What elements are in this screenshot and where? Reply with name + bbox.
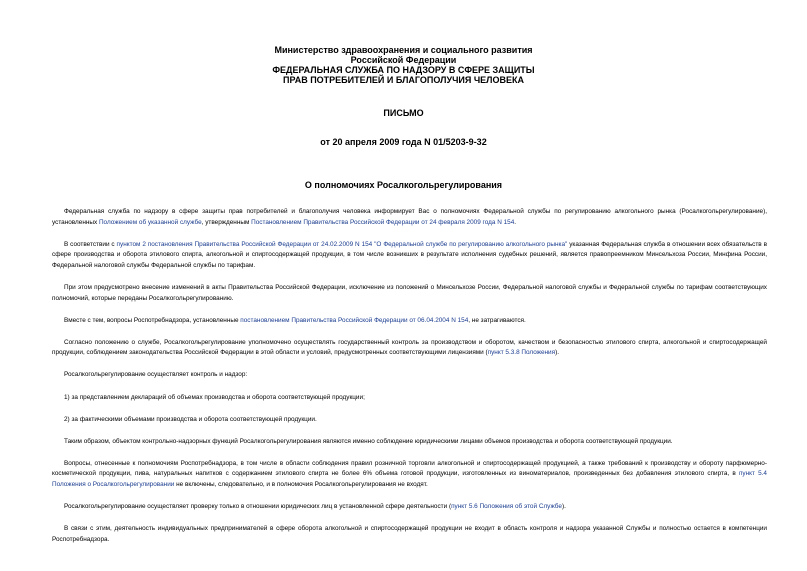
paragraph-12: В связи с этим, деятельность индивидуальных предпринимателей в сфере оборота алкогольной и спиртосодержащей продукции не входит в область контроля и надзора указанной Службы и полностью остается в компетенции Роспотребнадзора. <box>52 525 767 543</box>
link-item-5-4[interactable]: пункт 5.4 Положения о Росалкогольрегулировании <box>52 470 767 488</box>
paragraph-4 <box>52 316 767 327</box>
document-type: ПИСЬМО <box>383 108 424 118</box>
paragraph-text: указанная Федеральная служба в отношении всех обязательств в сфере производства и оборота этилового спирта, алкогольной и спиртосодержащей продукции, в том числе возникших в результате исполнения судебных решений, является правопреемником Минсельхоза России, Минфина России, Федеральной налоговой службы Федеральной службы по тарифам. <box>52 240 767 269</box>
header-service: ФЕДЕРАЛЬНАЯ СЛУЖБА ПО НАДЗОРУ В СФЕРЕ ЗАЩИТЫ <box>272 65 535 75</box>
paragraph-text: Согласно положению о службе, Росалкогольрегулирование уполномочено осуществлять государственный контроль за производством и оборотом, качеством и безопасностью этилового спирта, алкогольной и спиртосодержащей продукции, соблюдением законодательства Российской Федерации в этой области и условий, предусмотренных соответствующими лицензиями ( <box>52 338 767 357</box>
paragraph-text: ). <box>555 349 559 357</box>
paragraph-10 <box>52 459 767 491</box>
document-header <box>0 45 807 85</box>
link-resolution-154[interactable]: Постановлением Правительства Российской Федерации от 24 февраля 2009 года N 154 <box>251 218 515 226</box>
header-ministry: Министерство здравоохранения и социального развития <box>274 45 533 55</box>
header-service-cont: ПРАВ ПОТРЕБИТЕЛЕЙ И БЛАГОПОЛУЧИЯ ЧЕЛОВЕКА <box>283 75 524 85</box>
paragraph-11 <box>52 502 767 513</box>
link-resolution-2004[interactable]: постановлением Правительства Российской Федерации от 06.04.2004 N 154 <box>240 316 469 324</box>
paragraph-7: 1) за представлением деклараций об объемах производства и оборота соответствующей продукции; <box>64 393 365 401</box>
document-subject: О полномочиях Росалкогольрегулирования <box>304 180 503 190</box>
paragraph-text: . <box>514 218 517 226</box>
paragraph-9: Таким образом, объектом контрольно-надзорных функций Росалкогольрегулирования являются именно соблюдение юридическими лицами объемов производства и оборота соответствующей продукции. <box>64 437 673 445</box>
paragraph-text: Вместе с тем, вопросы Роспотребнадзора, установленные <box>64 316 241 324</box>
paragraph-text: , не затрагиваются. <box>468 316 526 324</box>
paragraph-text: , утвержденным <box>201 218 252 226</box>
document-date: от 20 апреля 2009 года N 01/5203-9-32 <box>320 137 487 147</box>
paragraph-6: Росалкогольрегулирование осуществляет контроль и надзор: <box>64 371 248 379</box>
paragraph-text: Федеральная служба по надзору в сфере защиты прав потребителей и благополучия человека информирует Вас о полномочиях Федеральной службы по регулированию алкогольного рынка (Росалкогольрегулирование), установленных <box>52 208 767 226</box>
document-body <box>52 207 767 557</box>
paragraph-8: 2) за фактическими объемами производства и оборота соответствующей продукции. <box>64 415 317 423</box>
paragraph-1 <box>52 207 767 228</box>
paragraph-3: При этом предусмотрено внесение изменений в акты Правительства Российской Федерации, исключение из положений о Минсельхозе России, Федеральной налоговой службы и Федеральной службы по тарифам соответствующих полномочий, которые переданы Росалкогольрегулированию. <box>52 283 767 302</box>
paragraph-2 <box>52 240 767 272</box>
paragraph-5 <box>52 338 767 359</box>
paragraph-text: В соответствии с <box>64 240 117 248</box>
paragraph-text: Росалкогольрегулирование осуществляет проверку только в отношении юридических лиц в установленной сфере деятельности ( <box>64 503 452 511</box>
link-item-5-3-8[interactable]: пункт 5.3.8 Положения <box>487 349 556 357</box>
link-resolution-154-item-2[interactable]: пунктом 2 постановления Правительства Российской Федерации от 24.02.2009 N 154 "О Федеральной службе по регулированию алкогольного рынка" <box>116 240 568 248</box>
link-item-5-6[interactable]: пункт 5.6 Положения об этой Службе <box>451 503 562 511</box>
paragraph-text: не включены, следовательно, и в полномочия Росалкогольрегулирования не входят. <box>174 481 428 488</box>
header-country: Российской Федерации <box>350 55 457 65</box>
link-regulation-about-service[interactable]: Положением об указанной службе <box>98 218 202 226</box>
paragraph-text: ). <box>561 503 566 511</box>
paragraph-text: Вопросы, отнесенные к полномочиям Роспотребнадзора, в том числе в области соблюдения правил розничной торговли алкогольной и спиртосодержащей продукцией, а также требований к производству и обороту парфюмерно-косметической продукции, пива, натуральных напитков с содержанием этилового спирта не более 6% объема готовой продукции, изготовленных из виноматериалов, произведенных без добавления этилового спирта, в <box>52 459 767 478</box>
